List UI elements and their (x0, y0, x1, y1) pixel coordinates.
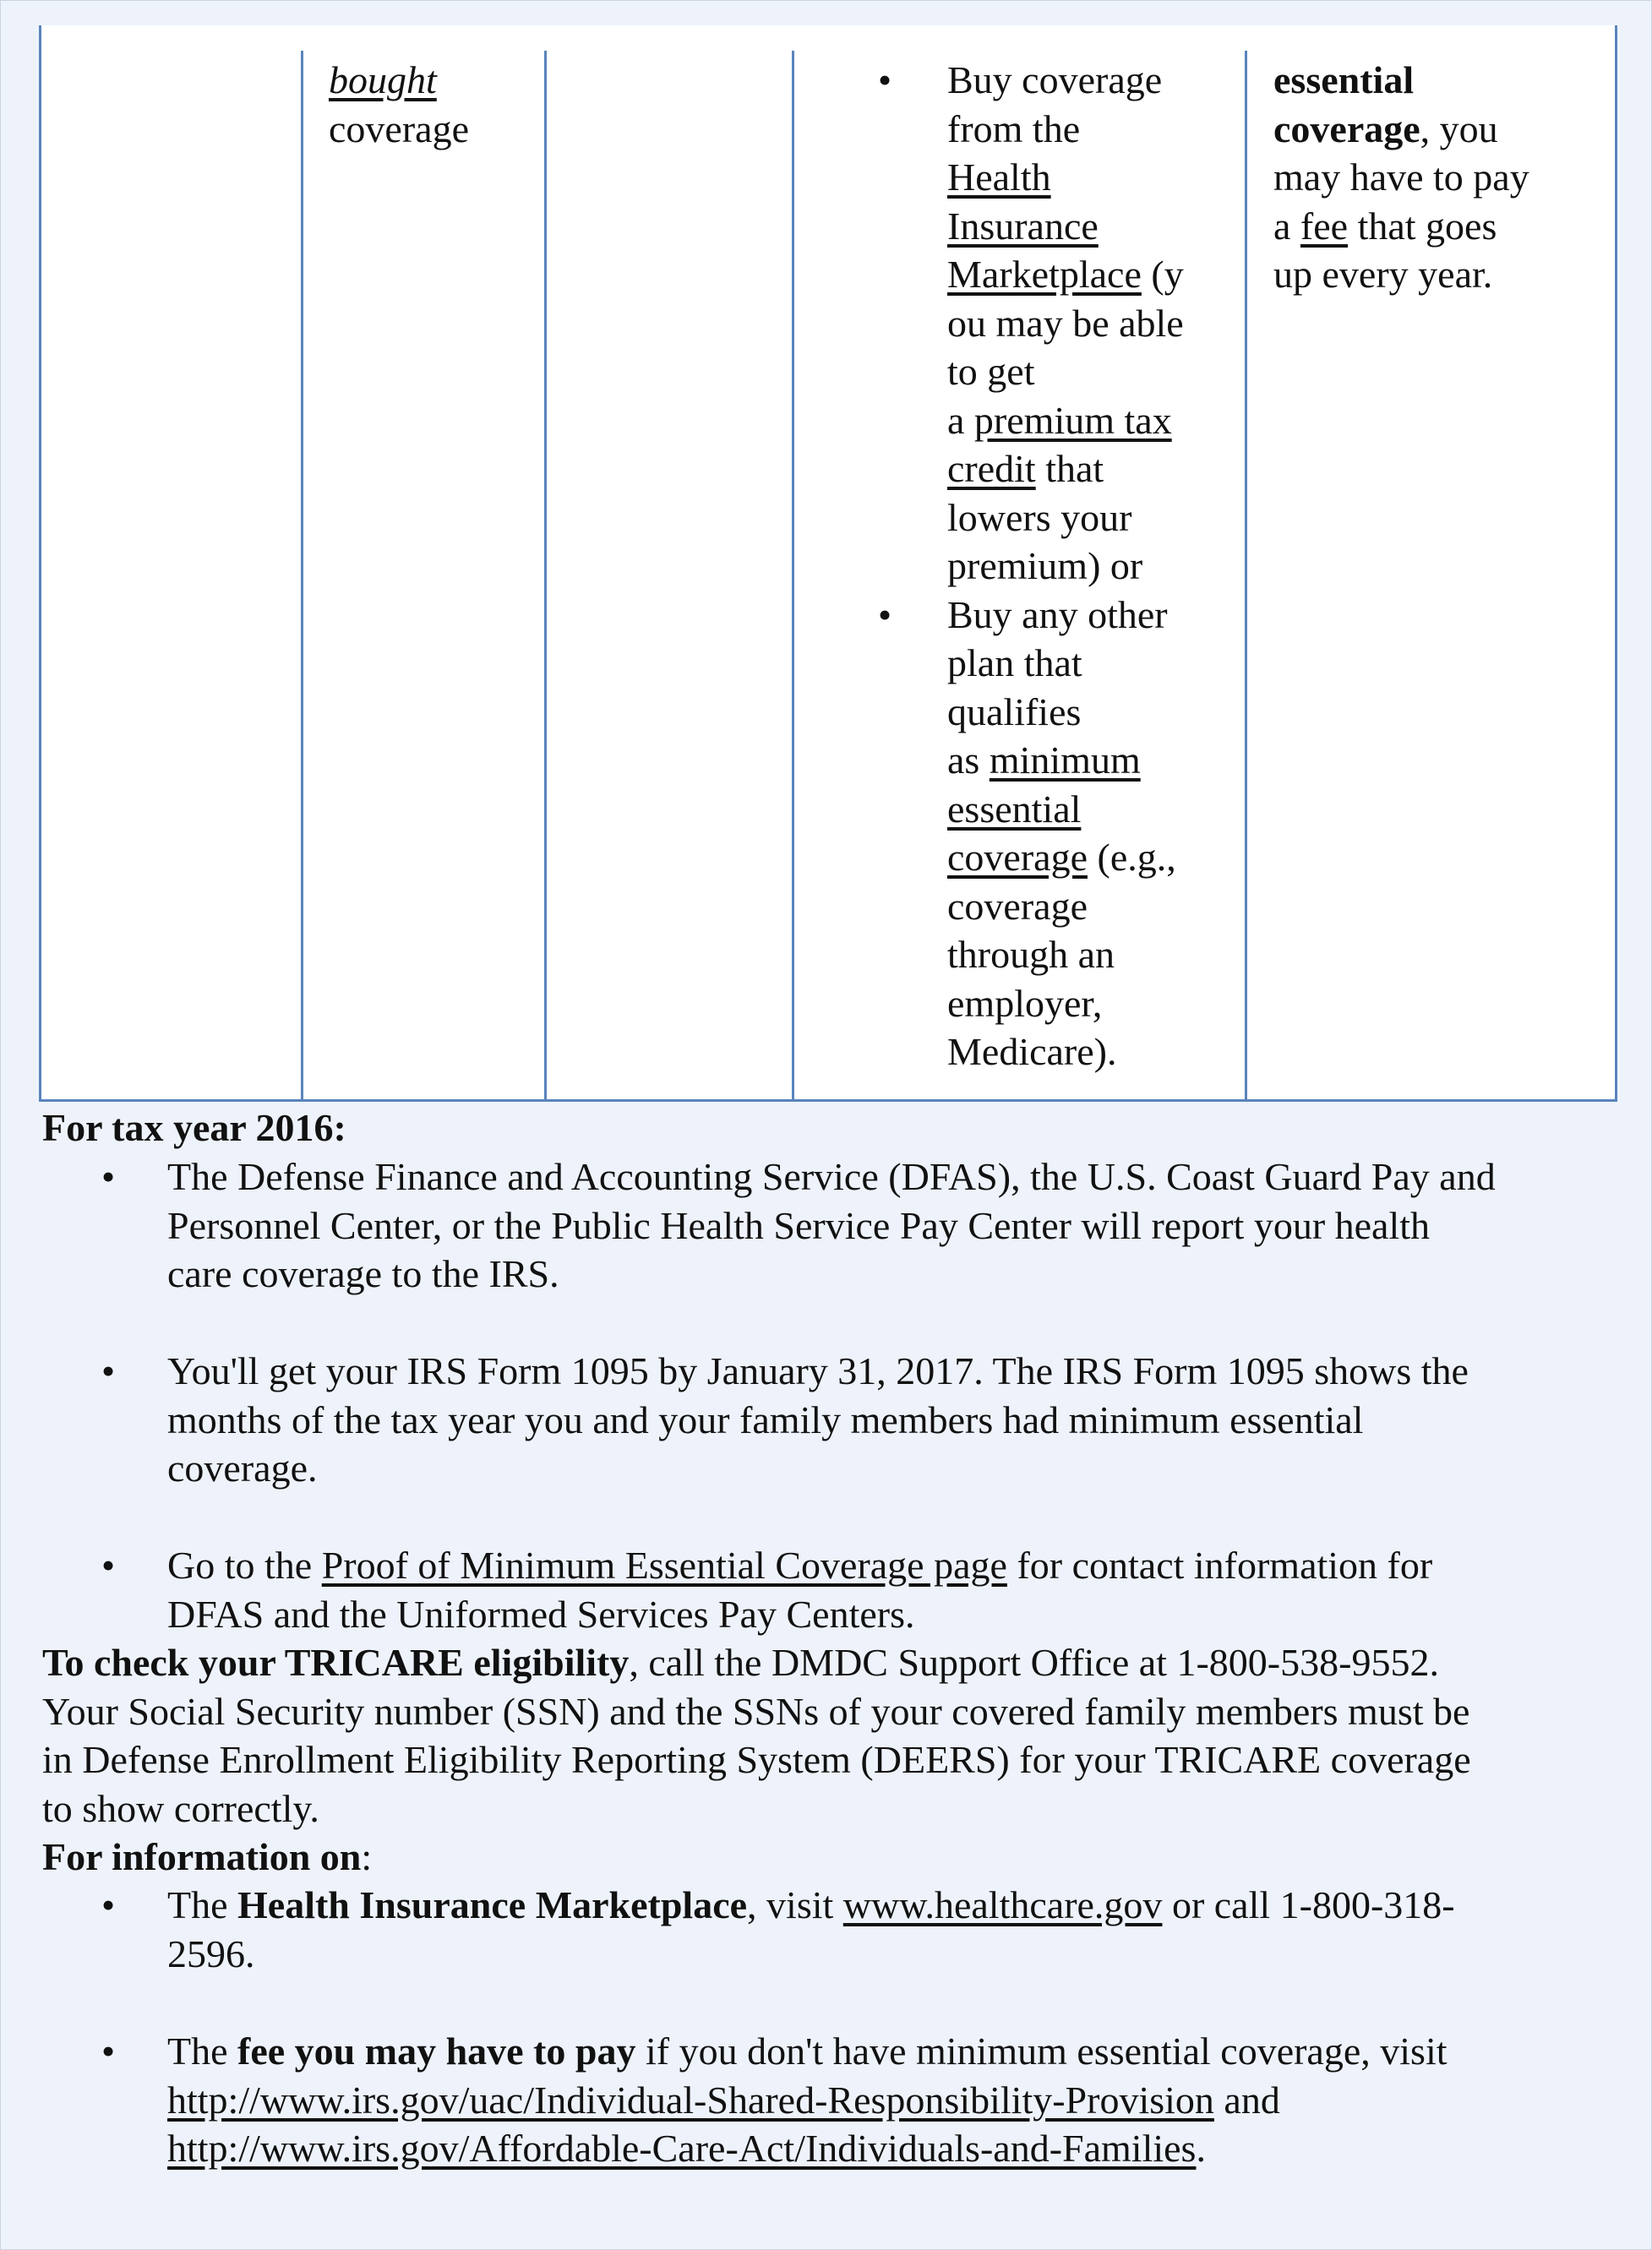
table-col-divider-2 (544, 51, 547, 1099)
bullet: • (878, 58, 892, 101)
table-col-divider-4 (1245, 51, 1247, 1099)
table-cell-consequence: essential coverage, you may have to pay a fee that goes up every year. (1273, 58, 1529, 296)
irs-shared-responsibility-link[interactable]: http://www.irs.gov/uac/Individual-Shared-Responsibility-Provision (167, 2078, 1214, 2122)
table-col-divider-3 (792, 51, 794, 1099)
list-item-fee-info: • The fee you may have to pay if you don't have minimum essential coverage, visit http://www.irs.gov/uac/Individual-Shared-Responsibility-Provision and http://www.irs.gov/Affordable-Care-Act/Individuals-and-Families. (167, 2027, 1621, 2173)
bullet: • (101, 2029, 116, 2073)
proof-of-coverage-link[interactable]: Proof of Minimum Essential Coverage page (321, 1544, 1007, 1587)
table-cell-coverage-type (329, 56, 469, 153)
coverage-table (39, 25, 1617, 1102)
irs-affordable-care-act-link[interactable]: http://www.irs.gov/Affordable-Care-Act/Individuals-and-Families (167, 2127, 1197, 2170)
table-cell-options (878, 56, 1235, 1076)
table-col-divider-1 (301, 51, 303, 1099)
bought-text: bought (329, 58, 437, 101)
bullet: • (101, 1883, 116, 1926)
option-item-other-plan: • Buy any other plan that qualifies as minimum essential coverage (e.g., coverage through an employer, Medicare). (947, 591, 1235, 1076)
bullet: • (101, 1544, 116, 1587)
option-item-marketplace: • Buy coverage from the Health Insurance Marketplace (y ou may be able to get a premium tax credit that lowers your premium) or (947, 56, 1235, 591)
bullet: • (101, 1349, 116, 1392)
list-item-dfas-report: • The Defense Finance and Accounting Service (DFAS), the U.S. Coast Guard Pay and Personnel Center, or the Public Health Service Pay Center will report your health care coverage to the IRS. (167, 1152, 1621, 1299)
tricare-eligibility-paragraph: To check your TRICARE eligibility, call the DMDC Support Office at 1-800-538-9552. Your Social Security number (SSN) and the SSNs of your covered family members must be in Defense Enrollment Eligibility Reporting System (DEERS) for your TRICARE coverage to show correctly. (42, 1641, 1471, 1830)
list-item-proof-of-coverage: • Go to the Proof of Minimum Essential Coverage page for contact information for DFAS and the Uniformed Services Pay Centers. (167, 1541, 1621, 1638)
list-item-form-1095: • You'll get your IRS Form 1095 by January 31, 2017. The IRS Form 1095 shows the months of the tax year you and your family members had minimum essential coverage. (167, 1347, 1621, 1493)
premium-tax-credit-link[interactable]: premium tax credit (947, 398, 1172, 490)
bullet: • (101, 1155, 116, 1198)
list-item-marketplace-info: • The Health Insurance Marketplace, visit www.healthcare.gov or call 1-800-318- 2596. (167, 1881, 1621, 1978)
minimum-essential-coverage-link[interactable]: minimum essential coverage (947, 738, 1141, 879)
healthcare-gov-link[interactable]: www.healthcare.gov (842, 1883, 1163, 1926)
information-heading: For information on: (42, 1835, 373, 1878)
coverage-text: coverage (329, 106, 469, 150)
bullet: • (878, 592, 892, 636)
tax-year-heading: For tax year 2016: (42, 1106, 346, 1149)
fee-link[interactable]: fee (1300, 204, 1349, 248)
health-insurance-marketplace-link[interactable]: Health Insurance Marketplace (947, 155, 1142, 296)
